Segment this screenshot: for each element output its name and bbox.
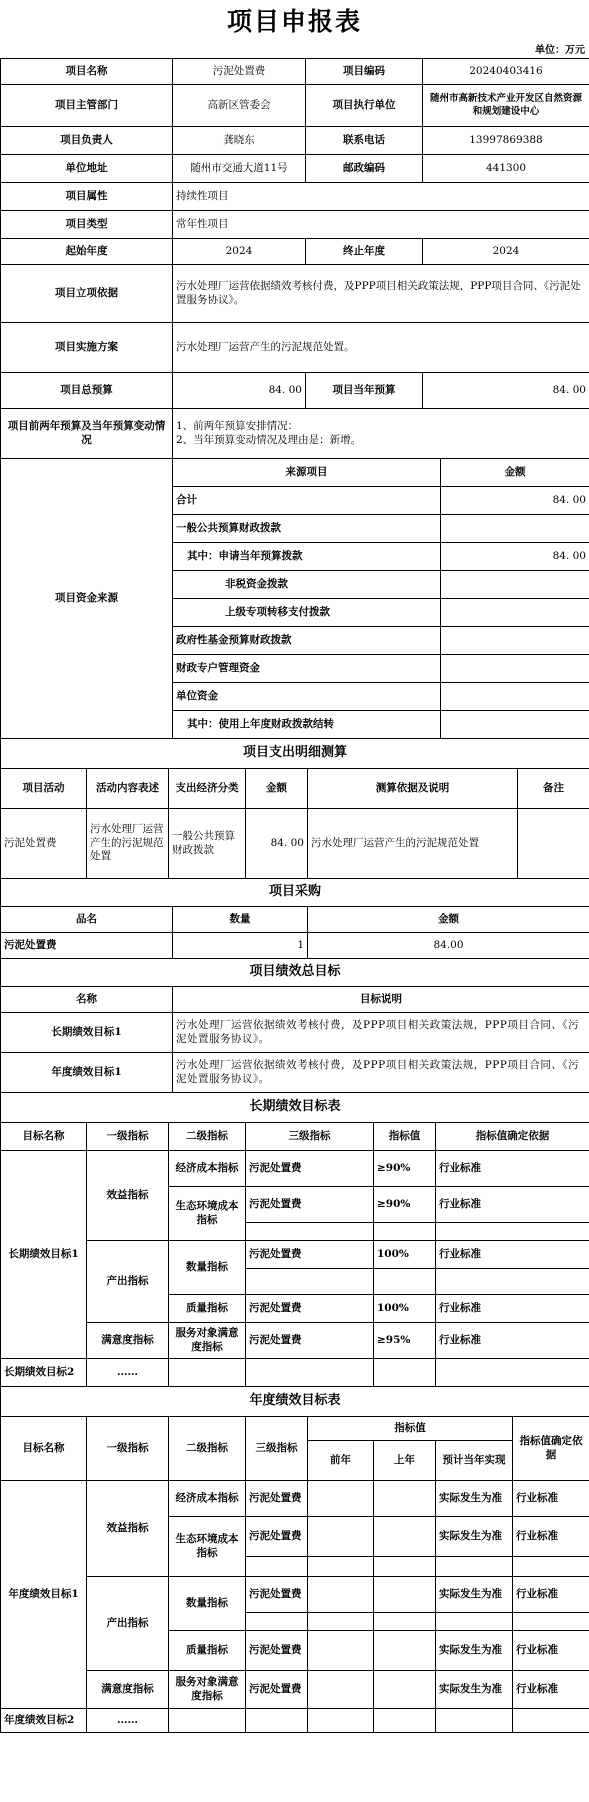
- annual-header: 上年: [374, 1441, 436, 1481]
- funding-row-amount: [441, 711, 589, 739]
- expense-title: 项目支出明细测算: [1, 739, 589, 769]
- funding-label: 项目资金来源: [1, 459, 173, 739]
- owner-label: 项目负责人: [1, 127, 173, 155]
- longterm-header: 三级指标: [246, 1123, 374, 1151]
- longterm-l2: 质量指标: [169, 1295, 246, 1323]
- budget-label: 项目总预算: [1, 373, 173, 409]
- longterm-empty: [436, 1269, 589, 1295]
- attr-label: 项目属性: [1, 183, 173, 211]
- longterm-l3: 污泥处置费: [246, 1295, 374, 1323]
- funding-row-name: 一般公共预算财政拨款: [173, 515, 441, 543]
- annual-empty: [374, 1671, 436, 1709]
- annual-empty: [436, 1709, 513, 1733]
- longterm-l2: 经济成本指标: [169, 1151, 246, 1187]
- longterm-l3: 污泥处置费: [246, 1187, 374, 1223]
- annual-cur: 实际发生为准: [436, 1481, 513, 1517]
- longterm-value: ≥90%: [374, 1187, 436, 1223]
- annual-l2: 服务对象满意度指标: [169, 1671, 246, 1709]
- funding-row-amount: [441, 571, 589, 599]
- overall-goal-desc: 污水处理厂运营依据绩效考核付费，及PPP项目相关政策法规，PPP项目合同、《污泥处置服务协议》。: [173, 1013, 589, 1053]
- overall-header: 目标说明: [173, 987, 589, 1013]
- annual-empty: [374, 1481, 436, 1517]
- annual-header: 目标名称: [1, 1417, 87, 1481]
- funding-row-amount: [441, 599, 589, 627]
- longterm-empty: [246, 1359, 374, 1387]
- change-value: [173, 409, 589, 459]
- longterm-value: 100%: [374, 1295, 436, 1323]
- annual-empty: [308, 1481, 374, 1517]
- longterm-l2: 生态环境成本指标: [169, 1187, 246, 1241]
- cur-budget-value: 84. 00: [423, 373, 589, 409]
- longterm-header: 指标值: [374, 1123, 436, 1151]
- annual-l2: 数量指标: [169, 1577, 246, 1631]
- annual-goal-name: 年度绩效目标2: [1, 1709, 87, 1733]
- annual-empty: [374, 1709, 436, 1733]
- procure-cell: 污泥处置费: [1, 933, 173, 959]
- annual-empty: [246, 1709, 308, 1733]
- cur-budget-label: 项目当年预算: [306, 373, 423, 409]
- procure-title: 项目采购: [1, 879, 589, 907]
- expense-table: [0, 738, 589, 879]
- expense-cell: 污水处理厂运营产生的污泥规范处置: [308, 809, 518, 879]
- budget-value: 84. 00: [173, 373, 306, 409]
- zip-label: 邮政编码: [306, 155, 423, 183]
- annual-empty: [436, 1613, 513, 1631]
- plan-value: 污水处理厂运营产生的污泥规范处置。: [173, 323, 589, 373]
- longterm-l3: 污泥处置费: [246, 1241, 374, 1269]
- annual-table: [0, 1386, 589, 1733]
- annual-cur: 实际发生为准: [436, 1631, 513, 1671]
- annual-l3: 污泥处置费: [246, 1517, 308, 1557]
- longterm-empty: [436, 1223, 589, 1241]
- zip-value: 441300: [423, 155, 589, 183]
- end-label: 终止年度: [306, 239, 423, 265]
- annual-empty: [308, 1631, 374, 1671]
- unit-label: 单位：万元: [535, 45, 585, 56]
- longterm-value: ≥90%: [374, 1151, 436, 1187]
- longterm-dots: ……: [87, 1359, 169, 1387]
- annual-l3: 污泥处置费: [246, 1671, 308, 1709]
- phone-value: 13997869388: [423, 127, 589, 155]
- annual-goal-name: 年度绩效目标1: [1, 1481, 87, 1709]
- overall-header: 名称: [1, 987, 173, 1013]
- procure-header: 数量: [173, 907, 308, 933]
- annual-l3: 污泥处置费: [246, 1631, 308, 1671]
- expense-cell: 一般公共预算财政拨款: [169, 809, 246, 879]
- annual-empty: [374, 1613, 436, 1631]
- longterm-l1: 产出指标: [87, 1241, 169, 1323]
- annual-empty: [246, 1613, 308, 1631]
- annual-l3: 污泥处置费: [246, 1481, 308, 1517]
- start-label: 起始年度: [1, 239, 173, 265]
- annual-basis: 行业标准: [513, 1577, 589, 1613]
- change-line-1: 1、前两年预算安排情况：: [176, 419, 299, 432]
- expense-header: 支出经济分类: [169, 769, 246, 809]
- annual-cur: 实际发生为准: [436, 1671, 513, 1709]
- funding-row-amount: [441, 515, 589, 543]
- longterm-table: [0, 1092, 589, 1387]
- annual-l2: 生态环境成本指标: [169, 1517, 246, 1577]
- expense-header: 测算依据及说明: [308, 769, 518, 809]
- longterm-empty: [169, 1359, 246, 1387]
- expense-cell: 污水处理厂运营产生的污泥规范处置: [87, 809, 169, 879]
- procure-cell: 1: [173, 933, 308, 959]
- longterm-basis: 行业标准: [436, 1295, 589, 1323]
- project-name: 污泥处置费: [173, 59, 306, 85]
- annual-cur: 实际发生为准: [436, 1577, 513, 1613]
- annual-l2: 质量指标: [169, 1631, 246, 1671]
- funding-table: [0, 458, 589, 739]
- longterm-l2: 数量指标: [169, 1241, 246, 1295]
- annual-empty: [374, 1517, 436, 1557]
- funding-amt-header: 金额: [441, 459, 589, 487]
- expense-header: 备注: [518, 769, 589, 809]
- page-title: 项目申报表: [226, 7, 362, 36]
- dept-label: 项目主管部门: [1, 85, 173, 127]
- annual-basis: 行业标准: [513, 1481, 589, 1517]
- longterm-header: 二级指标: [169, 1123, 246, 1151]
- longterm-empty: [374, 1359, 436, 1387]
- annual-basis: 行业标准: [513, 1671, 589, 1709]
- annual-empty: [246, 1557, 308, 1577]
- annual-empty: [308, 1613, 374, 1631]
- longterm-empty: [246, 1223, 374, 1241]
- type-label: 项目类型: [1, 211, 173, 239]
- longterm-basis: 行业标准: [436, 1187, 589, 1223]
- annual-basis: 行业标准: [513, 1517, 589, 1557]
- longterm-header: 指标值确定依据: [436, 1123, 589, 1151]
- annual-empty: [308, 1709, 374, 1733]
- basic-info-table: [0, 58, 589, 459]
- start-value: 2024: [173, 239, 306, 265]
- dept-value: 高新区管委会: [173, 85, 306, 127]
- basis-label: 项目立项依据: [1, 265, 173, 323]
- funding-row-amount: 84. 00: [441, 487, 589, 515]
- annual-l2: 经济成本指标: [169, 1481, 246, 1517]
- annual-empty: [308, 1577, 374, 1613]
- annual-dots: ……: [87, 1709, 169, 1733]
- annual-header: 三级指标: [246, 1417, 308, 1481]
- code-label: 项目编码: [306, 59, 423, 85]
- funding-row-name: 上级专项转移支付拨款: [173, 599, 441, 627]
- longterm-header: 一级指标: [87, 1123, 169, 1151]
- annual-header: 指标值: [308, 1417, 513, 1441]
- annual-header: 一级指标: [87, 1417, 169, 1481]
- funding-row-name: 财政专户管理资金: [173, 655, 441, 683]
- annual-l1: 产出指标: [87, 1577, 169, 1671]
- longterm-value: ≥95%: [374, 1323, 436, 1359]
- funding-row-name: 合计: [173, 487, 441, 515]
- addr-value: 随州市交通大道11号: [173, 155, 306, 183]
- annual-title: 年度绩效目标表: [1, 1387, 589, 1417]
- expense-cell: 84. 00: [246, 809, 308, 879]
- longterm-l1: 效益指标: [87, 1151, 169, 1241]
- longterm-title: 长期绩效目标表: [1, 1093, 589, 1123]
- procure-table: [0, 878, 589, 959]
- overall-goals-table: [0, 958, 589, 1093]
- exec-label: 项目执行单位: [306, 85, 423, 127]
- project-code: 20240403416: [423, 59, 589, 85]
- funding-row-amount: 84. 00: [441, 543, 589, 571]
- annual-empty: [513, 1709, 589, 1733]
- annual-empty: [169, 1709, 246, 1733]
- procure-cell: 84.00: [308, 933, 589, 959]
- overall-goal-name: 年度绩效目标1: [1, 1053, 173, 1093]
- longterm-basis: 行业标准: [436, 1323, 589, 1359]
- overall-goal-desc: 污水处理厂运营依据绩效考核付费，及PPP项目相关政策法规，PPP项目合同、《污泥处置服务协议》。: [173, 1053, 589, 1093]
- funding-row-amount: [441, 655, 589, 683]
- change-line-2: 2、当年预算变动情况及理由是：新增。: [176, 433, 362, 446]
- annual-empty: [308, 1557, 374, 1577]
- annual-header: 二级指标: [169, 1417, 246, 1481]
- longterm-value: 100%: [374, 1241, 436, 1269]
- longterm-l3: 污泥处置费: [246, 1323, 374, 1359]
- funding-row-name: 其中：申请当年预算拨款: [173, 543, 441, 571]
- attr-value: 持续性项目: [173, 183, 589, 211]
- type-value: 常年性项目: [173, 211, 589, 239]
- longterm-basis: 行业标准: [436, 1241, 589, 1269]
- funding-row-amount: [441, 627, 589, 655]
- procure-header: 品名: [1, 907, 173, 933]
- longterm-empty: [374, 1269, 436, 1295]
- change-label: 项目前两年预算及当年预算变动情况: [1, 409, 173, 459]
- longterm-l1: 满意度指标: [87, 1323, 169, 1359]
- longterm-goal-name: 长期绩效目标1: [1, 1151, 87, 1359]
- annual-empty: [374, 1557, 436, 1577]
- funding-row-amount: [441, 683, 589, 711]
- exec-value: 随州市高新技术产业开发区自然资源和规划建设中心: [423, 85, 589, 127]
- plan-label: 项目实施方案: [1, 323, 173, 373]
- annual-empty: [374, 1631, 436, 1671]
- annual-l1: 效益指标: [87, 1481, 169, 1577]
- annual-basis: 行业标准: [513, 1631, 589, 1671]
- end-value: 2024: [423, 239, 589, 265]
- annual-empty: [374, 1577, 436, 1613]
- addr-label: 单位地址: [1, 155, 173, 183]
- longterm-goal-name: 长期绩效目标2: [1, 1359, 87, 1387]
- annual-header: 指标值确定依据: [513, 1417, 589, 1481]
- annual-empty: [513, 1613, 589, 1631]
- expense-cell: [518, 809, 589, 879]
- longterm-empty: [436, 1359, 589, 1387]
- funding-row-name: 单位资金: [173, 683, 441, 711]
- phone-label: 联系电话: [306, 127, 423, 155]
- annual-header: 预计当年实现: [436, 1441, 513, 1481]
- funding-row-name: 其中：使用上年度财政拨款结转: [173, 711, 441, 739]
- funding-row-name: 政府性基金预算财政拨款: [173, 627, 441, 655]
- annual-cur: 实际发生为准: [436, 1517, 513, 1557]
- annual-empty: [308, 1517, 374, 1557]
- annual-header: 前年: [308, 1441, 374, 1481]
- overall-title: 项目绩效总目标: [1, 959, 589, 987]
- longterm-empty: [374, 1223, 436, 1241]
- longterm-header: 目标名称: [1, 1123, 87, 1151]
- expense-header: 金额: [246, 769, 308, 809]
- expense-cell: 污泥处置费: [1, 809, 87, 879]
- funding-src-header: 来源项目: [173, 459, 441, 487]
- annual-l1: 满意度指标: [87, 1671, 169, 1709]
- longterm-l3: 污泥处置费: [246, 1151, 374, 1187]
- expense-header: 活动内容表述: [87, 769, 169, 809]
- funding-row-name: 非税资金拨款: [173, 571, 441, 599]
- owner-value: 龚晓东: [173, 127, 306, 155]
- longterm-basis: 行业标准: [436, 1151, 589, 1187]
- expense-header: 项目活动: [1, 769, 87, 809]
- procure-header: 金额: [308, 907, 589, 933]
- basis-value: 污水处理厂运营依据绩效考核付费，及PPP项目相关政策法规，PPP项目合同、《污泥处置服务协议》。: [173, 265, 589, 323]
- annual-l3: 污泥处置费: [246, 1577, 308, 1613]
- longterm-l2: 服务对象满意度指标: [169, 1323, 246, 1359]
- annual-empty: [513, 1557, 589, 1577]
- annual-empty: [308, 1671, 374, 1709]
- longterm-empty: [246, 1269, 374, 1295]
- overall-goal-name: 长期绩效目标1: [1, 1013, 173, 1053]
- name-label: 项目名称: [1, 59, 173, 85]
- annual-empty: [436, 1557, 513, 1577]
